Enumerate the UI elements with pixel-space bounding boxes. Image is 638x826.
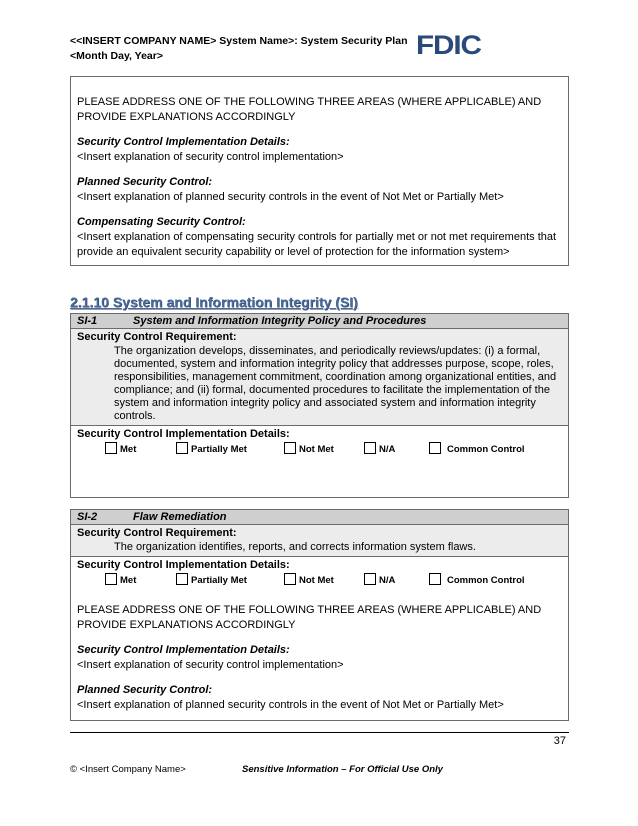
- checkbox-square[interactable]: [284, 573, 296, 585]
- checkbox-not-met[interactable]: [284, 442, 334, 456]
- instruction-text: PLEASE ADDRESS ONE OF THE FOLLOWING THREE AREAS (WHERE APPLICABLE) AND PROVIDE EXPLANATIONS ACCORDINGLY: [77, 96, 542, 123]
- checkbox-square[interactable]: [429, 442, 441, 454]
- checkbox-square[interactable]: [105, 573, 117, 585]
- footer-divider: [70, 732, 569, 733]
- checkbox-common-control[interactable]: [429, 573, 525, 587]
- checkbox-label: Met: [120, 575, 137, 586]
- impl-details-text[interactable]: <Insert explanation of security control implementation>: [77, 151, 344, 163]
- checkbox-square[interactable]: [105, 442, 117, 454]
- control-name: Flaw Remediation: [133, 511, 227, 523]
- implementation-row: [71, 426, 568, 497]
- requirement-text: The organization identifies, reports, and corrects information system flaws.: [114, 541, 476, 553]
- page-number: 37: [553, 735, 566, 747]
- planned-control-text[interactable]: <Insert explanation of planned security controls in the event of Not Met or Partially Met>: [77, 191, 504, 203]
- control-si-1: [70, 313, 569, 498]
- impl-details-label: Security Control Implementation Details:: [77, 136, 290, 148]
- checkbox-partially-met[interactable]: [176, 573, 247, 587]
- requirement-text: The organization develops, disseminates, and periodically reviews/updates: (i) a formal, documented, system and information integrity policy that addresses purpose, scope, roles, responsibilities, management commitment, coordination among organizational entities, and compliance; and (ii) formal, documented procedures to facilitate the implementation of the system and information integrity policy and associated system and information integrity controls.: [114, 345, 557, 422]
- checkbox-label: Partially Met: [191, 575, 247, 586]
- checkbox-common-control[interactable]: [429, 442, 525, 456]
- checkbox-label: Common Control: [447, 575, 525, 586]
- checkbox-na[interactable]: [364, 573, 395, 587]
- checkbox-square[interactable]: [176, 573, 188, 585]
- compensating-control-text[interactable]: <Insert explanation of compensating security controls for partially met or not met requirements that provide an equivalent security capability or level of protection for the information system>: [77, 231, 557, 258]
- checkbox-met[interactable]: [105, 442, 136, 456]
- instruction-text: PLEASE ADDRESS ONE OF THE FOLLOWING THREE AREAS (WHERE APPLICABLE) AND PROVIDE EXPLANATIONS ACCORDINGLY: [77, 604, 542, 631]
- checkbox-label: N/A: [379, 575, 396, 586]
- checkbox-square[interactable]: [176, 442, 188, 454]
- explanation-block: [70, 76, 569, 266]
- planned-control-label: Planned Security Control:: [77, 684, 213, 696]
- requirement-label: Security Control Requirement:: [77, 527, 237, 539]
- implementation-row: [71, 557, 568, 713]
- checkbox-label: Not Met: [299, 444, 334, 455]
- checkbox-label: Not Met: [299, 575, 334, 586]
- checkbox-label: Partially Met: [191, 444, 247, 455]
- implementation-body: [77, 589, 562, 713]
- requirement-row: [71, 329, 568, 426]
- checkbox-partially-met[interactable]: [176, 442, 247, 456]
- status-checkboxes: [77, 573, 562, 589]
- checkbox-square[interactable]: [364, 573, 376, 585]
- document-date: <Month Day, Year>: [70, 50, 163, 62]
- section-heading: 2.1.10 System and Information Integrity (SI): [70, 294, 358, 310]
- planned-control-text[interactable]: <Insert explanation of planned security controls in the event of Not Met or Partially Met>: [77, 699, 504, 711]
- checkbox-not-met[interactable]: [284, 573, 334, 587]
- control-name: System and Information Integrity Policy and Procedures: [133, 315, 427, 327]
- checkbox-label: Met: [120, 444, 137, 455]
- requirement-row: [71, 525, 568, 557]
- requirement-label: Security Control Requirement:: [77, 331, 237, 343]
- implementation-label: Security Control Implementation Details:: [77, 428, 290, 440]
- document-title: <<INSERT COMPANY NAME> System Name>: System Security Plan: [70, 35, 408, 47]
- impl-details-label: Security Control Implementation Details:: [77, 644, 290, 656]
- footer-classification: Sensitive Information – For Official Use Only: [242, 764, 443, 775]
- planned-control-label: Planned Security Control:: [77, 176, 213, 188]
- footer-copyright: © <Insert Company Name>: [70, 764, 186, 775]
- control-si-2: [70, 509, 569, 721]
- implementation-label: Security Control Implementation Details:: [77, 559, 290, 571]
- checkbox-square[interactable]: [364, 442, 376, 454]
- impl-details-text[interactable]: <Insert explanation of security control implementation>: [77, 659, 344, 671]
- checkbox-square[interactable]: [429, 573, 441, 585]
- fdic-logo: FDIC: [416, 30, 481, 60]
- checkbox-met[interactable]: [105, 573, 136, 587]
- checkbox-label: Common Control: [447, 444, 525, 455]
- checkbox-label: N/A: [379, 444, 396, 455]
- control-title-row: [71, 314, 568, 329]
- control-title-row: [71, 510, 568, 525]
- status-checkboxes: [77, 442, 562, 458]
- control-id: SI-2: [77, 511, 98, 523]
- compensating-control-label: Compensating Security Control:: [77, 216, 246, 228]
- checkbox-na[interactable]: [364, 442, 395, 456]
- checkbox-square[interactable]: [284, 442, 296, 454]
- control-id: SI-1: [77, 315, 98, 327]
